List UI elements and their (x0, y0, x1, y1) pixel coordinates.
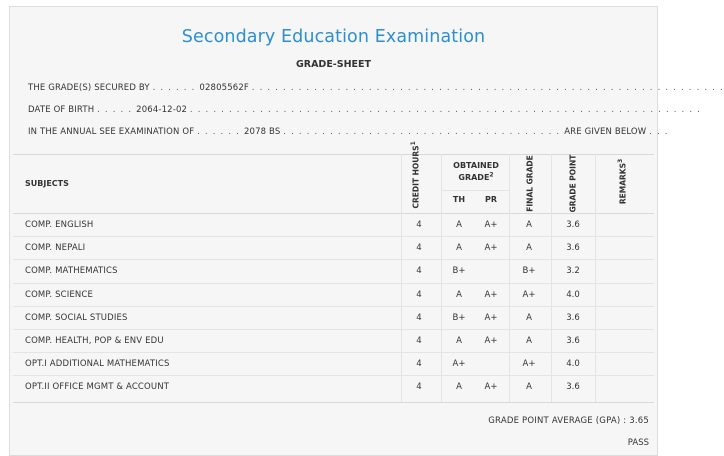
practical-grade-cell: A+ (484, 289, 498, 300)
table-top-border (13, 154, 654, 155)
theory-grade-cell: A (456, 382, 462, 393)
table-row (13, 237, 654, 260)
table-bottom-border (13, 402, 654, 403)
credit-hours-cell: 4 (416, 220, 422, 230)
obtained-grade-divider (441, 190, 509, 191)
practical-grade-cell: A+ (484, 243, 498, 254)
credit-hours-cell: 4 (416, 359, 422, 370)
grades-secured-label: THE GRADE(S) SECURED BY (28, 83, 150, 93)
credit-hours-header: CREDIT HOURS$^1$ (410, 141, 421, 209)
gpa-line (488, 416, 649, 426)
practical-grade-cell: A+ (484, 382, 498, 393)
table-row (13, 214, 654, 237)
table-row (13, 376, 654, 399)
practical-grade-cell: A+ (484, 312, 498, 323)
practical-grade-cell: A+ (484, 220, 498, 230)
final-grade-cell: A (526, 243, 532, 254)
credit-hours-cell: 4 (416, 382, 422, 393)
exam-year: 2078 BS (243, 127, 281, 137)
credit-hours-cell: 4 (416, 243, 422, 254)
dot-leader: . . . . . . . . . . . . . . . . . . . . . . . . . . . . . . . . . . . . . . . . . . . . . . . . . . . . . . . . . . . . . . . . . . (189, 105, 702, 115)
dot-leader: . . . . . . . . . . . . . . . . . . . . . . . . . . . . . . . . . . . . . . . . . . . . . . . . . . . . . . . . . . . . . (251, 83, 724, 93)
grade-sheet-heading: GRADE-SHEET (295, 59, 372, 70)
grade-sheet (9, 6, 724, 456)
theory-grade-cell: A+ (452, 359, 466, 370)
credit-hours-cell: 4 (416, 336, 422, 346)
grade-point-header: GRADE POINT (568, 154, 578, 213)
subject-cell: COMP. HEALTH, POP & ENV EDU (25, 336, 164, 346)
credit-hours-cell: 4 (416, 266, 422, 277)
credit-hours-cell: 4 (416, 289, 422, 300)
dot-leader: . . . . . . (197, 127, 244, 137)
dot-leader: . . . . . . (152, 83, 200, 93)
grade-point-cell: 3.2 (566, 266, 580, 277)
exam-title: Secondary Education Examination (181, 27, 486, 47)
table-row (13, 330, 654, 353)
theory-grade-cell: A (456, 289, 462, 300)
grades-secured-line (28, 83, 724, 93)
exam-label: IN THE ANNUAL SEE EXAMINATION OF (28, 127, 195, 137)
dob-line (28, 105, 701, 115)
subject-cell: OPT.I ADDITIONAL MATHEMATICS (25, 359, 170, 370)
theory-grade-cell: A (456, 220, 462, 230)
credit-hours-cell: 4 (416, 312, 422, 323)
pr-header: PR (484, 195, 498, 204)
dot-leader: . . . . . . . . . . . . . . . . . . . . . . . . . . . . . . . . . . . . (283, 127, 565, 137)
dot-leader: . . . . . (97, 105, 137, 115)
obtained-grade-header: OBTAINED GRADE$^2$ (453, 161, 499, 182)
grade-point-cell: 3.6 (566, 220, 580, 230)
table-row (13, 260, 654, 283)
final-grade-cell: A+ (522, 289, 536, 300)
subject-cell: COMP. SOCIAL STUDIES (25, 312, 128, 323)
gpa-label: GRADE POINT AVERAGE (GPA) : (488, 416, 627, 426)
exam-line (28, 127, 669, 137)
dot-leader: . . . (649, 127, 669, 137)
subjects-header: SUBJECTS (25, 179, 69, 188)
final-grade-cell: B+ (522, 266, 536, 277)
dob-label: DATE OF BIRTH (28, 105, 95, 115)
final-grade-header: FINAL GRADE (525, 155, 535, 212)
result-status: PASS (627, 438, 649, 448)
final-grade-cell: A (526, 336, 532, 346)
grade-point-cell: 4.0 (566, 289, 580, 300)
practical-grade-cell: A+ (484, 336, 498, 346)
table-row (13, 284, 654, 307)
subject-cell: COMP. ENGLISH (25, 220, 94, 230)
final-grade-cell: A (526, 220, 532, 230)
theory-grade-cell: B+ (452, 266, 466, 277)
subject-cell: COMP. SCIENCE (25, 289, 93, 300)
theory-grade-cell: A (456, 243, 462, 254)
subject-cell: COMP. MATHEMATICS (25, 266, 118, 277)
theory-grade-cell: B+ (452, 312, 466, 323)
dob-value: 2064-12-02 (136, 105, 188, 115)
final-grade-cell: A (526, 382, 532, 393)
subject-cell: OPT.II OFFICE MGMT & ACCOUNT (25, 382, 170, 393)
given-below-text: ARE GIVEN BELOW (564, 127, 647, 137)
table-row (13, 307, 654, 330)
grade-point-cell: 3.6 (566, 312, 580, 323)
grade-point-cell: 4.0 (566, 359, 580, 370)
final-grade-cell: A (526, 312, 532, 323)
symbol-number: 02805562F (199, 83, 249, 93)
table-row (13, 353, 654, 376)
grade-point-cell: 3.6 (566, 336, 580, 346)
grade-point-cell: 3.6 (566, 243, 580, 254)
grade-point-cell: 3.6 (566, 382, 580, 393)
theory-grade-cell: A (456, 336, 462, 346)
th-header: TH (452, 195, 466, 204)
gpa-value: 3.65 (629, 416, 649, 426)
subject-cell: COMP. NEPALI (25, 243, 86, 254)
final-grade-cell: A+ (522, 359, 536, 370)
remarks-header: REMARKS$^3$ (617, 158, 628, 205)
